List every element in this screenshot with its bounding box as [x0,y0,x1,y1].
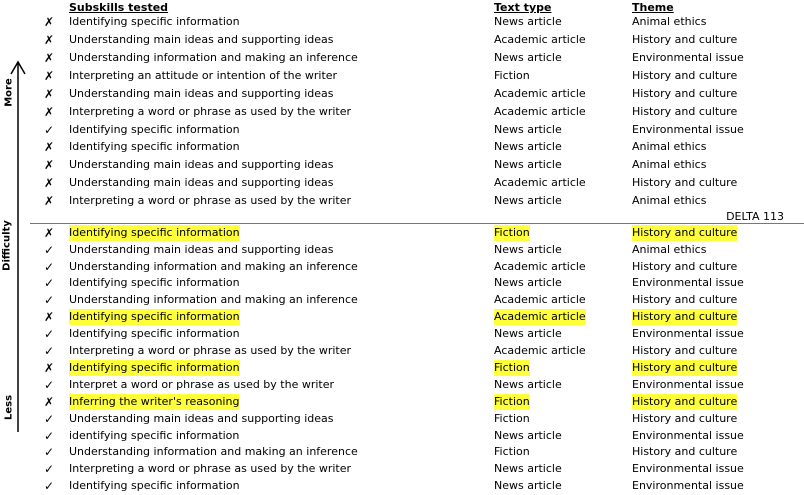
row-mark: ✓ [43,445,55,459]
theme-cell: History and culture [632,33,738,46]
text-type-cell: Academic article [494,87,586,100]
table-row [0,428,804,445]
text-type-cell: Academic article [494,176,586,189]
table-row [0,68,804,85]
theme-cell: Environmental issue [632,378,744,391]
row-mark: ✗ [43,51,55,65]
theme-cell: History and culture [632,87,738,100]
row-mark: ✗ [43,105,55,119]
text-type-cell: Academic article [494,105,586,118]
theme-cell: Environmental issue [632,429,744,442]
row-mark: ✗ [43,140,55,154]
delta-label: DELTA 113 [726,210,784,223]
subskill-cell: Identifying specific information [69,310,240,323]
theme-cell: History and culture [632,344,738,357]
text-type-cell: News article [494,158,562,171]
header-subskills: Subskills tested [69,1,169,14]
table-row [0,175,804,192]
subskill-cell: Interpreting a word or phrase as used by the writer [69,105,352,118]
text-type-cell: Fiction [494,361,530,374]
row-mark: ✗ [43,158,55,172]
theme-cell: Animal ethics [632,194,707,207]
subskill-cell: Inferring the writer's reasoning [69,395,240,408]
table-row [0,50,804,67]
axis-label-difficulty: Difficulty [1,220,13,271]
subskill-cell: Interpreting a word or phrase as used by the writer [69,344,352,357]
subskill-cell: Identifying specific information [69,276,240,289]
text-type-cell: News article [494,327,562,340]
section-divider [30,223,804,224]
subskill-cell: Interpret a word or phrase as used by the writer [69,378,335,391]
subskill-cell: Understanding information and making an inference [69,260,358,273]
text-type-cell: News article [494,194,562,207]
theme-cell: History and culture [632,445,738,458]
table-row [0,275,804,292]
table-row [0,292,804,309]
theme-cell: Environmental issue [632,462,744,475]
header-text-type: Text type [494,1,552,14]
table-row [0,32,804,49]
row-mark: ✗ [43,194,55,208]
row-mark: ✗ [43,87,55,101]
row-mark: ✓ [43,378,55,392]
subskill-cell: identifying specific information [69,429,240,442]
row-mark: ✗ [43,310,55,324]
text-type-cell: News article [494,462,562,475]
table-row [0,309,804,326]
subskill-cell: Identifying specific information [69,123,240,136]
text-type-cell: Fiction [494,395,530,408]
row-mark: ✓ [43,276,55,290]
text-type-cell: News article [494,378,562,391]
subskill-cell: Identifying specific information [69,327,240,340]
text-type-cell: Academic article [494,293,586,306]
text-type-cell: Fiction [494,69,530,82]
theme-cell: History and culture [632,310,738,323]
table-row [0,193,804,210]
header-theme: Theme [632,1,674,14]
subskill-cell: Understanding main ideas and supporting ideas [69,243,334,256]
table-row [0,411,804,428]
text-type-cell: Fiction [494,445,530,458]
table-row [0,104,804,121]
subskill-cell: Identifying specific information [69,361,240,374]
theme-cell: Animal ethics [632,15,707,28]
subskill-cell: Understanding main ideas and supporting ideas [69,33,334,46]
row-mark: ✓ [43,429,55,443]
subskill-cell: Interpreting an attitude or intention of the writer [69,69,338,82]
theme-cell: History and culture [632,395,738,408]
text-type-cell: Academic article [494,260,586,273]
text-type-cell: News article [494,51,562,64]
theme-cell: History and culture [632,412,738,425]
table-row [0,157,804,174]
row-mark: ✓ [43,327,55,341]
row-mark: ✗ [43,33,55,47]
text-type-cell: News article [494,429,562,442]
subskill-cell: Interpreting a word or phrase as used by the writer [69,194,352,207]
subskill-cell: Understanding information and making an inference [69,445,358,458]
text-type-cell: News article [494,243,562,256]
row-mark: ✓ [43,412,55,426]
subskill-cell: Interpreting a word or phrase as used by the writer [69,462,352,475]
text-type-cell: Academic article [494,344,586,357]
theme-cell: History and culture [632,260,738,273]
theme-cell: History and culture [632,293,738,306]
table-row [0,259,804,276]
table-row [0,139,804,156]
row-mark: ✓ [43,123,55,137]
text-type-cell: Academic article [494,310,586,323]
subskill-cell: Understanding main ideas and supporting ideas [69,158,334,171]
subskill-cell: Identifying specific information [69,479,240,492]
table-row [0,360,804,377]
text-type-cell: News article [494,276,562,289]
text-type-cell: News article [494,140,562,153]
table-row [0,326,804,343]
row-mark: ✓ [43,344,55,358]
theme-cell: Environmental issue [632,327,744,340]
theme-cell: Environmental issue [632,276,744,289]
table-row [0,86,804,103]
subskill-cell: Identifying specific information [69,140,240,153]
table-row [0,444,804,461]
theme-cell: History and culture [632,176,738,189]
theme-cell: History and culture [632,69,738,82]
table-row [0,122,804,139]
axis-label-more: More [3,78,15,107]
subskill-cell: Identifying specific information [69,226,240,239]
row-mark: ✗ [43,361,55,375]
table-row [0,394,804,411]
row-mark: ✓ [43,243,55,257]
table-row [0,242,804,259]
row-mark: ✗ [43,176,55,190]
text-type-cell: News article [494,123,562,136]
text-type-cell: News article [494,479,562,492]
theme-cell: History and culture [632,105,738,118]
row-mark: ✗ [43,226,55,240]
text-type-cell: Fiction [494,226,530,239]
table-row [0,14,804,31]
theme-cell: History and culture [632,226,738,239]
table-row [0,225,804,242]
subskill-cell: Understanding main ideas and supporting ideas [69,412,334,425]
row-mark: ✗ [43,15,55,29]
theme-cell: Animal ethics [632,158,707,171]
theme-cell: Environmental issue [632,51,744,64]
subskill-cell: Understanding main ideas and supporting ideas [69,87,334,100]
subskill-cell: Understanding main ideas and supporting ideas [69,176,334,189]
axis-label-less: Less [3,394,15,421]
table-row [0,461,804,478]
text-type-cell: Fiction [494,412,530,425]
theme-cell: Animal ethics [632,243,707,256]
theme-cell: History and culture [632,361,738,374]
subskill-cell: Understanding information and making an inference [69,51,358,64]
row-mark: ✓ [43,462,55,476]
theme-cell: Environmental issue [632,479,744,492]
row-mark: ✓ [43,260,55,274]
text-type-cell: News article [494,15,562,28]
row-mark: ✓ [43,293,55,307]
table-row [0,343,804,360]
subskill-cell: Identifying specific information [69,15,240,28]
text-type-cell: Academic article [494,33,586,46]
row-mark: ✗ [43,69,55,83]
table-row [0,478,804,495]
row-mark: ✓ [43,479,55,493]
row-mark: ✗ [43,395,55,409]
table-row [0,377,804,394]
theme-cell: Animal ethics [632,140,707,153]
subskill-cell: Understanding information and making an inference [69,293,358,306]
theme-cell: Environmental issue [632,123,744,136]
